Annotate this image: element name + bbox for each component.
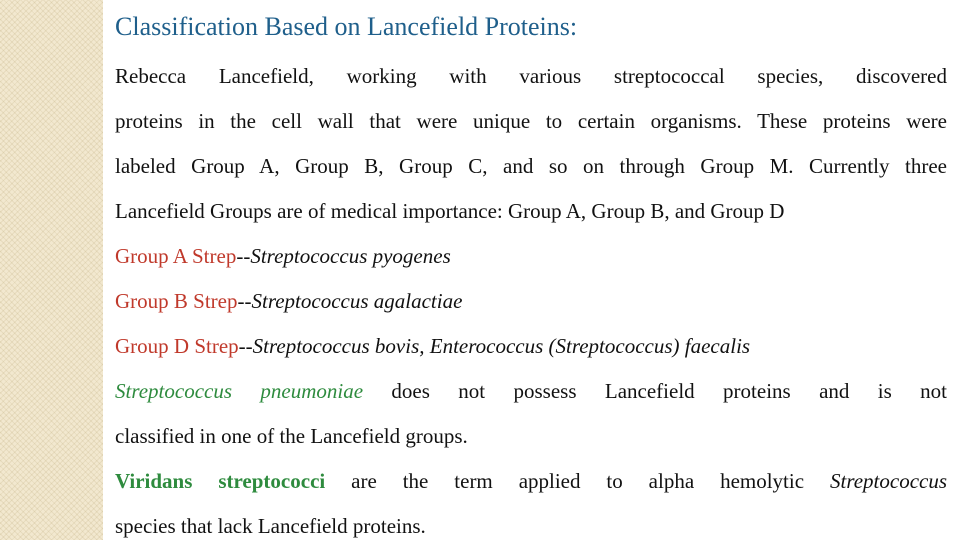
viridans-mid: are the term applied to alpha hemolytic	[325, 469, 830, 493]
pneumoniae-rest: does not possess Lancefield proteins and is not	[363, 379, 947, 403]
group-a-label: Group A Strep	[115, 244, 237, 268]
pneumoniae-line-1	[115, 369, 947, 414]
slide-title: Classification Based on Lancefield Proteins:	[115, 12, 578, 41]
pneumoniae-line-2: classified in one of the Lancefield groups.	[115, 424, 468, 448]
decorative-sidebar	[0, 0, 103, 540]
group-d-sep: --	[238, 334, 253, 358]
group-d-label: Group D Strep	[115, 334, 239, 358]
group-d-species: Streptococcus bovis, Enterococcus (Streptococcus) faecalis	[252, 334, 751, 358]
group-d-line	[115, 324, 947, 369]
group-b-sep: --	[237, 289, 252, 313]
group-b-label: Group B Strep	[115, 289, 238, 313]
viridans-italic: Streptococcus	[829, 469, 948, 493]
viridans-term: Viridans streptococci	[115, 469, 326, 493]
intro-line-2: proteins in the cell wall that were unique to certain organisms. These proteins were	[115, 109, 947, 133]
group-b-species: Streptococcus agalactiae	[251, 289, 463, 313]
intro-line-3: labeled Group A, Group B, Group C, and so on through Group M. Currently three	[115, 154, 947, 178]
group-a-species: Streptococcus pyogenes	[250, 244, 451, 268]
group-a-line	[115, 234, 947, 279]
group-a-sep: --	[236, 244, 251, 268]
intro-line-1: Rebecca Lancefield, working with various streptococcal species, discovered	[115, 64, 947, 88]
viridans-line-1	[115, 459, 947, 504]
viridans-line-2: species that lack Lancefield proteins.	[115, 514, 426, 538]
group-b-line	[115, 279, 947, 324]
pneumoniae-term: Streptococcus pneumoniae	[115, 379, 364, 403]
intro-line-4: Lancefield Groups are of medical importance: Group A, Group B, and Group D	[115, 199, 785, 223]
